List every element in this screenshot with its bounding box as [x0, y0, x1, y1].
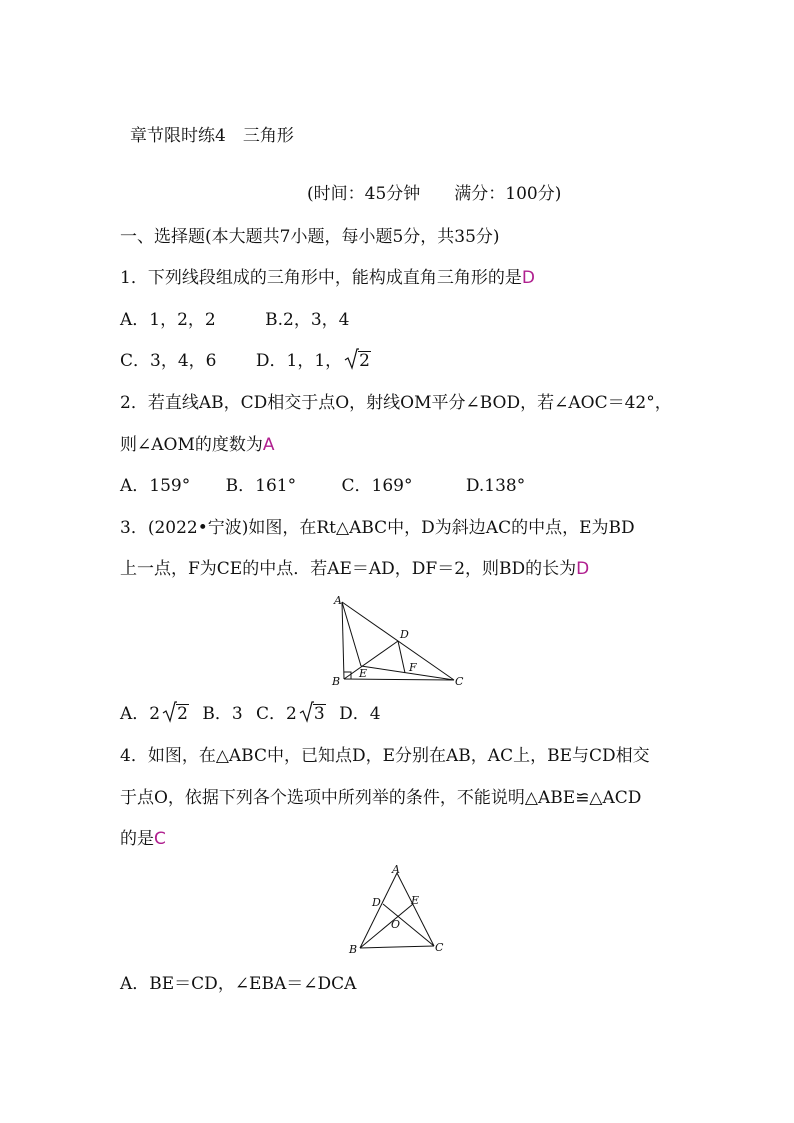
question-2-options [120, 474, 525, 498]
figure-label-b: B [332, 675, 341, 688]
figure-label-d: D [400, 628, 409, 641]
question-3-options [120, 702, 381, 726]
sqrt-radicand: 2 [177, 704, 188, 724]
question-3-line-1: 3．(2022•宁波)如图，在Rt△ABC中，D为斜边AC的中点，E为BD [120, 518, 635, 538]
figure-label-a: A [334, 594, 342, 607]
page-title: 章节限时练4 三角形 [130, 126, 294, 146]
question-2-text: 则∠AOM的度数为 [120, 435, 263, 455]
question-1-text: 1．下列线段组成的三角形中，能构成直角三角形的是 [120, 268, 522, 288]
question-3-option-c-prefix: C．2 [256, 704, 297, 724]
question-4-answer: C [154, 829, 166, 849]
figure-label-e: E [411, 894, 420, 907]
question-3-option-a [120, 704, 189, 724]
question-3-answer: D [576, 559, 590, 579]
sqrt-radicand: 3 [313, 704, 325, 724]
exam-meta: (时间：45分钟 满分：100分) [307, 184, 562, 204]
question-3-option-a-prefix: A．2 [120, 704, 161, 724]
question-4-option-a: A．BE＝CD，∠EBA＝∠DCA [120, 974, 357, 994]
sqrt-symbol [344, 349, 371, 373]
figure-label-d: D [372, 896, 381, 909]
question-4-line-3 [120, 827, 166, 851]
figure-label-b: B [349, 943, 358, 956]
figure-label-c: C [455, 675, 464, 688]
question-3-text: 上一点，F为CE的中点．若AE＝AD，DF＝2，则BD的长为 [120, 559, 577, 579]
question-3-option-b: B．3 [202, 704, 243, 724]
sqrt-radicand: 2 [359, 351, 370, 371]
question-1-stem [120, 266, 535, 290]
question-4-text: 的是 [120, 829, 154, 849]
question-3-figure [330, 592, 470, 692]
question-3-option-c [256, 704, 326, 724]
figure-label-a: A [392, 863, 400, 876]
figure-label-f: F [409, 661, 417, 674]
question-2-option-c: C．169° [341, 476, 413, 496]
question-1-option-b: B.2，3，4 [265, 310, 350, 330]
question-1-option-c: C．3，4，6 [120, 351, 217, 371]
figure-label-e: E [359, 667, 368, 680]
question-1-option-d [256, 351, 371, 371]
question-4-figure [345, 862, 455, 958]
question-1-options-row2 [120, 349, 371, 373]
figure-label-o: O [391, 918, 401, 931]
question-2-option-a: A．159° [120, 476, 191, 496]
question-1-option-d-prefix: D．1，1， [255, 351, 343, 371]
section-heading: 一、选择题(本大题共7小题，每小题5分，共35分) [120, 227, 500, 247]
question-4-line-1: 4．如图，在△ABC中，已知点D，E分别在AB，AC上，BE与CD相交 [120, 746, 650, 766]
question-3-line-2 [120, 557, 589, 581]
sqrt-symbol [299, 702, 326, 726]
question-2-option-d: D.138° [465, 476, 526, 496]
sqrt-symbol [162, 702, 189, 726]
question-3-option-d: D．4 [339, 704, 381, 724]
question-4-line-2: 于点O，依据下列各个选项中所列举的条件，不能说明△ABE≌△ACD [120, 788, 642, 808]
question-1-answer: D [521, 268, 535, 288]
question-2-answer: A [262, 435, 275, 455]
figure-label-c: C [435, 941, 444, 954]
question-2-line-2 [120, 433, 275, 457]
question-1-option-a: A．1，2，2 [120, 310, 216, 330]
question-2-line-1: 2．若直线AB，CD相交于点O，射线OM平分∠BOD，若∠AOC＝42°， [120, 393, 672, 413]
question-2-option-b: B．161° [225, 476, 297, 496]
question-1-options-row1 [120, 308, 350, 332]
